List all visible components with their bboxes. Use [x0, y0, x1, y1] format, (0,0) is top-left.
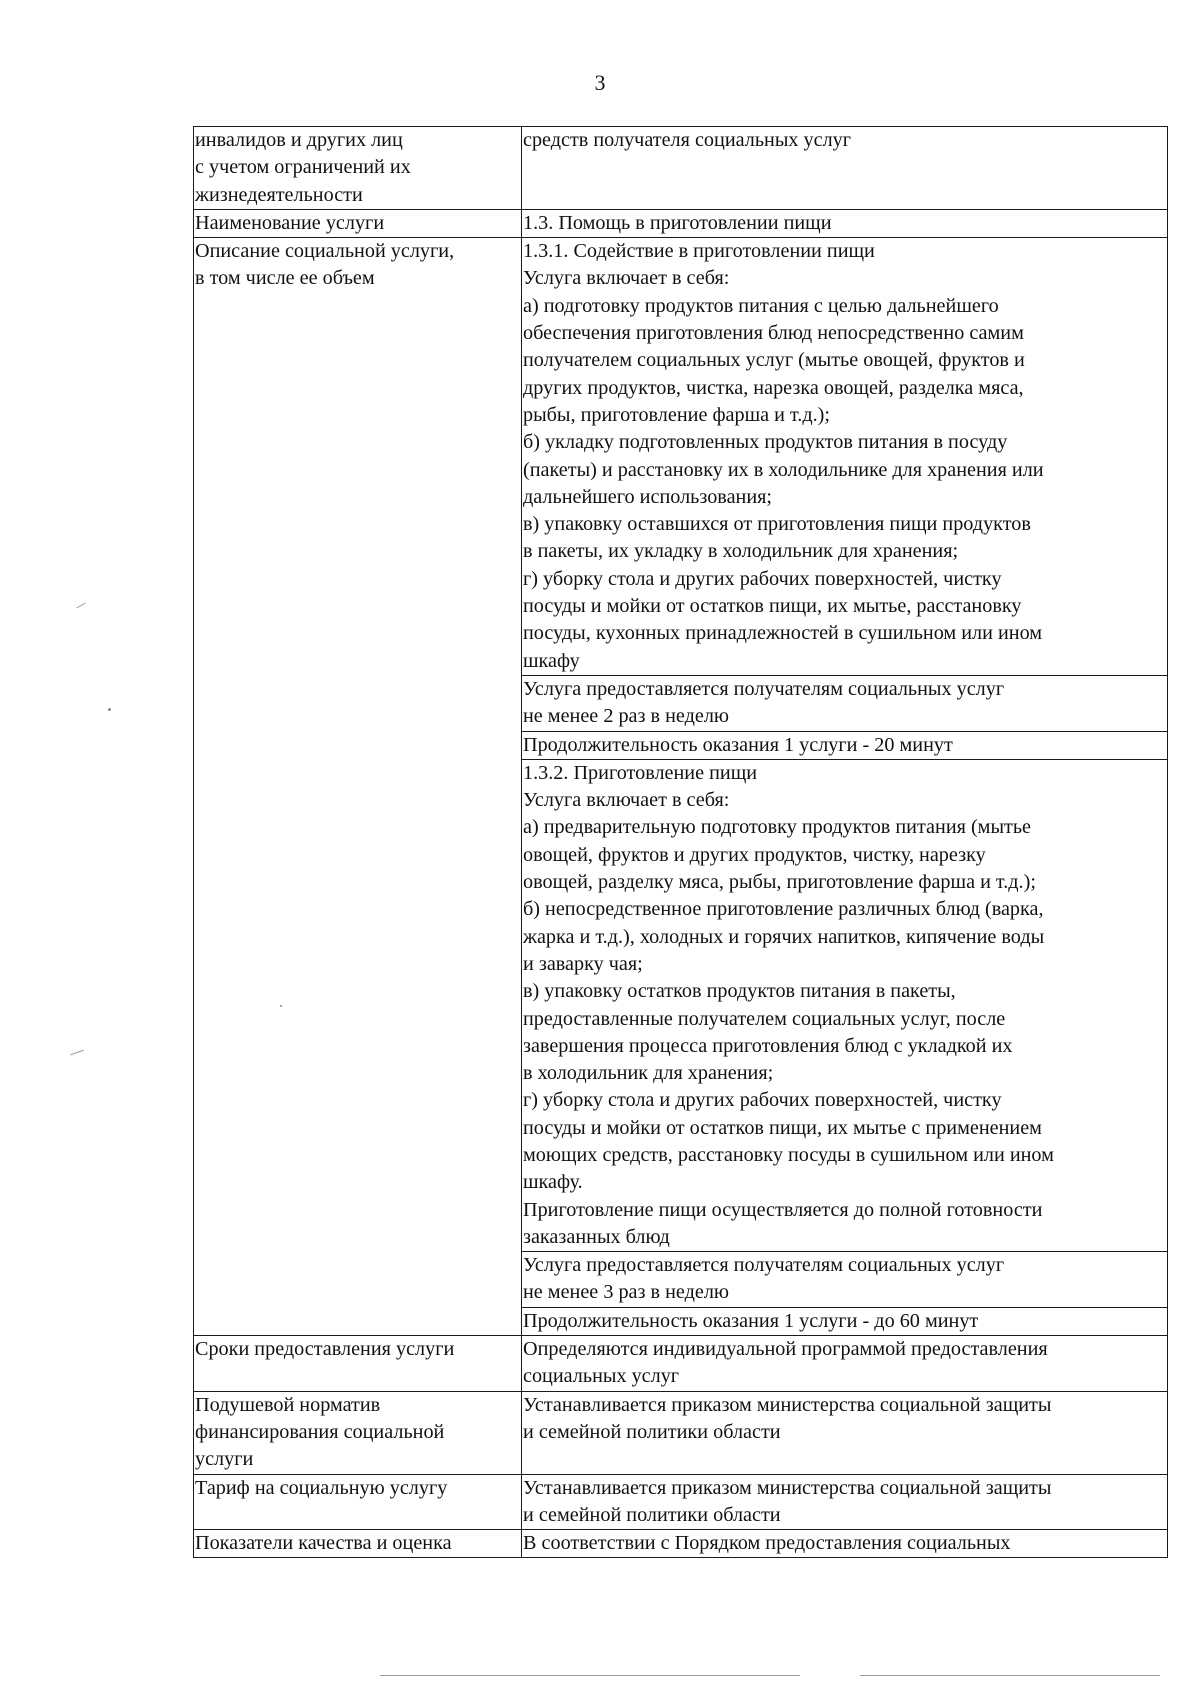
cell-line: финансирования социальной [195, 1420, 445, 1443]
row-label-cell [194, 1391, 522, 1474]
cell-line: заказанных блюд [523, 1225, 670, 1248]
service-description-cell [522, 238, 1168, 676]
cell-line: Сроки предоставления услуги [195, 1338, 455, 1361]
cell-line: посуды и мойки от остатков пищи, их мытье с применением [523, 1116, 1042, 1139]
cell-line: не менее 3 раз в неделю [523, 1281, 729, 1304]
cell-line: 1.3.2. Приготовление пищи [523, 761, 758, 784]
cell-line: других продуктов, чистка, нарезка овощей, разделка мяса, [523, 376, 1024, 399]
row-label-cell [194, 209, 522, 237]
service-description-cell [522, 759, 1168, 1251]
scan-speck [108, 708, 111, 711]
cell-line: завершения процесса приготовления блюд с укладкой их [523, 1034, 1013, 1057]
cell-line: б) укладку подготовленных продуктов питания в посуду [523, 431, 1008, 454]
cell-line: посуды, кухонных принадлежностей в сушильном или ином [523, 622, 1043, 645]
cell-line: Подушевой норматив [195, 1393, 381, 1416]
scan-speck [860, 1675, 1160, 1676]
cell-line: В соответствии с Порядком предоставления социальных [523, 1532, 1011, 1555]
row-value-cell [522, 127, 1168, 210]
row-value-cell [522, 209, 1168, 237]
row-label-cell [194, 238, 522, 1336]
cell-line: Продолжительность оказания 1 услуги - 20 минут [523, 733, 953, 756]
table-row [194, 1391, 1168, 1474]
row-value-cell [522, 1336, 1168, 1392]
cell-line: в) упаковку остатков продуктов питания в пакеты, [523, 980, 956, 1003]
frequency-cell [522, 1252, 1168, 1308]
cell-line: б) непосредственное приготовление различных блюд (варка, [523, 898, 1044, 921]
row-label-cell [194, 127, 522, 210]
cell-line: рыбы, приготовление фарша и т.д.); [523, 403, 830, 426]
table-row [194, 209, 1168, 237]
cell-line: и семейной политики области [523, 1420, 781, 1443]
cell-line: 1.3.1. Содействие в приготовлении пищи [523, 240, 875, 263]
cell-line: Устанавливается приказом министерства социальной защиты [523, 1393, 1052, 1416]
cell-line: Услуга предоставляется получателям социальных услуг [523, 677, 1005, 700]
cell-line: Услуга включает в себя: [523, 789, 730, 812]
row-label-cell [194, 1336, 522, 1392]
cell-line: Услуга включает в себя: [523, 267, 730, 290]
cell-line: и семейной политики области [523, 1503, 781, 1526]
row-value-cell [522, 1474, 1168, 1530]
cell-line: шкафу. [523, 1171, 583, 1194]
cell-line: средств получателя социальных услуг [523, 129, 852, 151]
row-value-cell [522, 1391, 1168, 1474]
duration-cell [522, 1307, 1168, 1335]
cell-line: шкафу [523, 649, 580, 672]
cell-line: получателем социальных услуг (мытье овощей, фруктов и [523, 349, 1025, 372]
service-table [193, 126, 1168, 1558]
cell-line: жизнедеятельности [195, 183, 363, 206]
cell-line: и заварку чая; [523, 952, 643, 975]
cell-line: овощей, разделку мяса, рыбы, приготовление фарша и т.д.); [523, 871, 1036, 894]
cell-line: Приготовление пищи осуществляется до полной готовности [523, 1198, 1043, 1221]
cell-line: Устанавливается приказом министерства социальной защиты [523, 1476, 1052, 1499]
cell-line: в холодильник для хранения; [523, 1062, 774, 1085]
cell-line: Продолжительность оказания 1 услуги - до 60 минут [523, 1309, 979, 1332]
table-row [194, 238, 1168, 676]
cell-line: овощей, фруктов и других продуктов, чистку, нарезку [523, 843, 986, 866]
table-row [194, 1530, 1168, 1558]
cell-line: с учетом ограничений их [195, 156, 411, 179]
cell-line: Тариф на социальную услугу [195, 1476, 448, 1499]
cell-line: посуды и мойки от остатков пищи, их мытье, расстановку [523, 595, 1022, 618]
row-value-cell [522, 1530, 1168, 1558]
row-label-cell [194, 1474, 522, 1530]
cell-line: Наименование услуги [195, 211, 385, 234]
cell-line: жарка и т.д.), холодных и горячих напитков, кипячение воды [523, 925, 1045, 948]
cell-line: моющих средств, расстановку посуды в сушильном или ином [523, 1143, 1054, 1166]
cell-line: не менее 2 раз в неделю [523, 705, 729, 728]
scan-speck [70, 1050, 83, 1056]
cell-line: в пакеты, их укладку в холодильник для хранения; [523, 540, 959, 563]
table-row [194, 1474, 1168, 1530]
scan-speck [76, 603, 85, 609]
cell-line: Показатели качества и оценка [195, 1532, 452, 1555]
cell-line: инвалидов и других лиц [195, 129, 403, 151]
cell-line: услуги [195, 1448, 254, 1471]
table-row [194, 127, 1168, 210]
frequency-cell [522, 675, 1168, 731]
scan-speck [280, 1005, 282, 1007]
cell-line: Услуга предоставляется получателям социальных услуг [523, 1254, 1005, 1277]
cell-line: обеспечения приготовления блюд непосредственно самим [523, 322, 1024, 345]
cell-line: а) предварительную подготовку продуктов питания (мытье [523, 816, 1032, 839]
cell-line: предоставленные получателем социальных услуг, после [523, 1007, 1006, 1030]
duration-cell [522, 731, 1168, 759]
cell-line: г) уборку стола и других рабочих поверхностей, чистку [523, 567, 1002, 590]
cell-line: 1.3. Помощь в приготовлении пищи [523, 211, 832, 234]
row-label-cell [194, 1530, 522, 1558]
cell-line: а) подготовку продуктов питания с целью дальнейшего [523, 294, 999, 317]
table-row [194, 1336, 1168, 1392]
cell-line: Описание социальной услуги, [195, 240, 455, 263]
cell-line: дальнейшего использования; [523, 485, 773, 508]
cell-line: (пакеты) и расстановку их в холодильнике для хранения или [523, 458, 1044, 481]
cell-line: в том числе ее объем [195, 267, 375, 290]
cell-line: в) упаковку оставшихся от приготовления пищи продуктов [523, 513, 1031, 536]
page-number: 3 [594, 70, 606, 95]
cell-line: г) уборку стола и других рабочих поверхностей, чистку [523, 1089, 1002, 1112]
cell-line: социальных услуг [523, 1365, 680, 1388]
scan-speck [380, 1675, 800, 1676]
cell-line: Определяются индивидуальной программой предоставления [523, 1338, 1048, 1361]
